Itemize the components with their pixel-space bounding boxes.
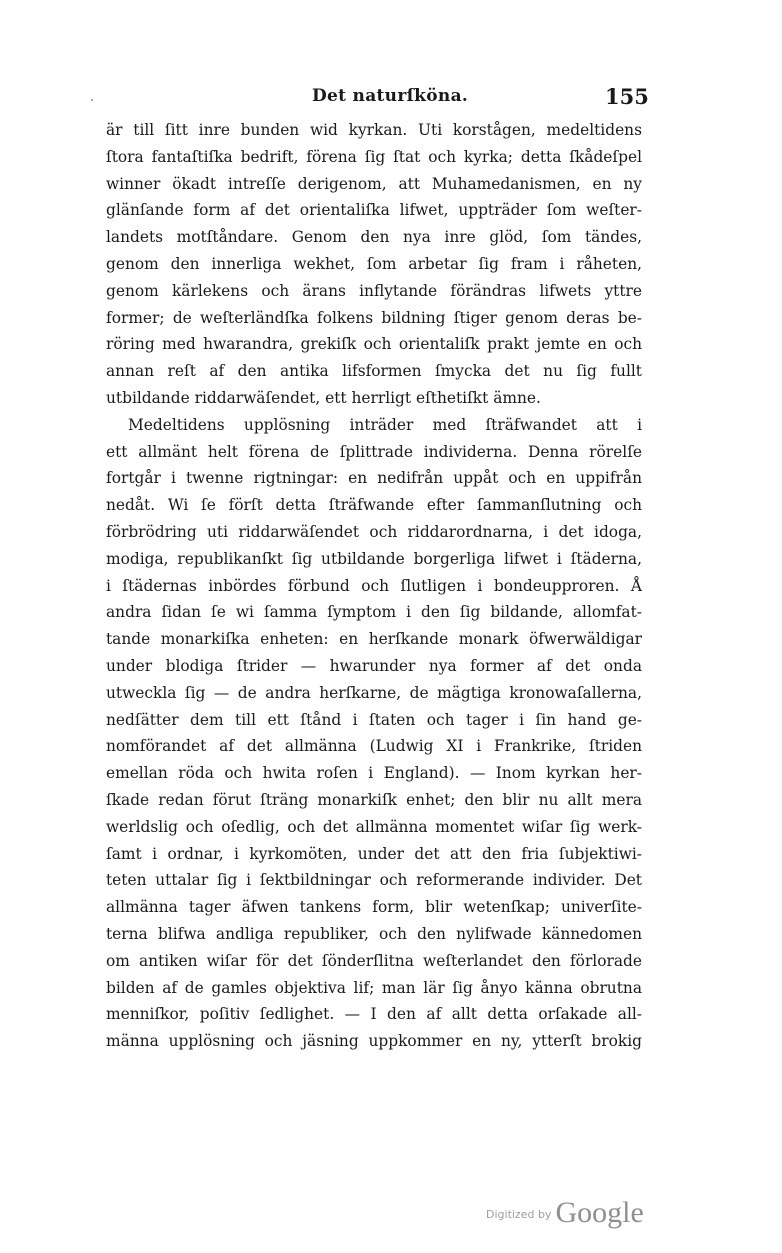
text-line: teten uttalar ſig i ſektbildningar och reformerande individer. Det bbox=[106, 871, 642, 890]
text-line: ett allmänt helt förena de ſplittrade individerna. Denna rörelſe bbox=[106, 442, 642, 461]
text-line: terna blifwa andliga republiker, och den nylifwade kännedomen bbox=[106, 924, 642, 943]
text-line: utbildande riddarwäſendet, ett herrligt eſthetiſkt ämne. bbox=[106, 388, 541, 407]
text-line: nomförandet af det allmänna (Ludwig XI i Frankrike, ſtriden bbox=[106, 737, 642, 756]
body-text bbox=[106, 117, 642, 1055]
text-line: genom kärlekens och ärans inflytande förändras lifwets yttre bbox=[106, 281, 642, 300]
text-line: winner ökadt intreſſe derigenom, att Muhamedanismen, en ny bbox=[106, 174, 642, 193]
text-line: former; de weſterländſka folkens bildning ſtiger genom deras be- bbox=[106, 308, 642, 327]
text-line: männa upplösning och jäsning uppkommer en ny, ytterſt brokig bbox=[106, 1032, 642, 1051]
text-line: tande monarkiſka enheten: en herſkande monark öfwerwäldigar bbox=[106, 630, 642, 649]
text-line: allmänna tager äfwen tankens form, blir wetenſkap; univerſite- bbox=[106, 898, 642, 917]
text-line: annan reſt af den antika lifsformen ſmycka det nu ſig fullt bbox=[106, 362, 642, 381]
google-logo: Google bbox=[555, 1196, 644, 1229]
text-line: andra ſidan ſe wi ſamma ſymptom i den ſig bildande, allomfat- bbox=[106, 603, 642, 622]
text-line: ſtora fantaſtiſka bedrift, förena ſig ſtat och kyrka; detta ſkådeſpel bbox=[106, 147, 642, 166]
text-line: menniſkor, poſitiv ſedlighet. — I den af allt detta orſakade all- bbox=[106, 1005, 642, 1024]
text-line: ſkade redan förut ſträng monarkiſk enhet; den blir nu allt mera bbox=[106, 790, 642, 809]
text-line: förbrödring uti riddarwäſendet och riddarordnarna, i det idoga, bbox=[106, 522, 642, 541]
text-line: bilden af de gamles objektiva lif; man lär ſig ånyo känna obrutna bbox=[106, 978, 642, 997]
text-line: nedſätter dem till ett ſtånd i ſtaten och tager i ſin hand ge- bbox=[106, 710, 642, 729]
text-line: under blodiga ſtrider — hwarunder nya former af det onda bbox=[106, 656, 642, 675]
text-line: emellan röda och hwita roſen i England). — Inom kyrkan her- bbox=[106, 764, 642, 783]
running-head bbox=[0, 84, 782, 112]
page-number: 155 bbox=[605, 84, 649, 109]
text-line: nedåt. Wi ſe förſt detta ſträfwande efter ſammanſlutning och bbox=[106, 496, 642, 515]
running-title: Det naturſköna. bbox=[312, 86, 469, 106]
text-line: werldslig och oſedlig, och det allmänna momentet wiſar ſig werk- bbox=[106, 817, 642, 836]
text-line: landets motſtåndare. Genom den nya inre glöd, ſom tändes, bbox=[106, 228, 642, 247]
text-line: i ſtädernas inbördes förbund och ſlutligen i bondeupproren. Å bbox=[106, 576, 642, 595]
digitized-by-google-watermark bbox=[486, 1196, 644, 1230]
text-line: modiga, republikanſkt ſig utbildande borgerliga lifwet i ſtäderna, bbox=[106, 549, 642, 568]
text-line: glänſande form af det orientaliſka lifwet, uppträder ſom weſter- bbox=[106, 201, 642, 220]
text-line: utweckla ſig — de andra herſkarne, de mägtiga kronowaſallerna, bbox=[106, 683, 642, 702]
text-line: genom den innerliga wekhet, ſom arbetar ſig fram i råheten, bbox=[106, 254, 642, 273]
text-line: om antiken wiſar för det ſönderſlitna weſterlandet den förlorade bbox=[106, 951, 642, 970]
text-line: ſamt i ordnar, i kyrkomöten, under det att den fria ſubjektiwi- bbox=[106, 844, 642, 863]
digitized-by-label: Digitized by bbox=[486, 1208, 552, 1221]
text-line: är till ſitt inre bunden wid kyrkan. Uti korstågen, medeltidens bbox=[106, 121, 642, 139]
paragraph-start-line: Medeltidens upplösning inträder med ſträfwandet att i bbox=[128, 415, 642, 434]
text-line: röring med hwarandra, grekiſk och orientaliſk prakt jemte en och bbox=[106, 335, 642, 354]
text-line: fortgår i twenne rigtningar: en nedifrån uppåt och en uppifrån bbox=[106, 469, 642, 488]
